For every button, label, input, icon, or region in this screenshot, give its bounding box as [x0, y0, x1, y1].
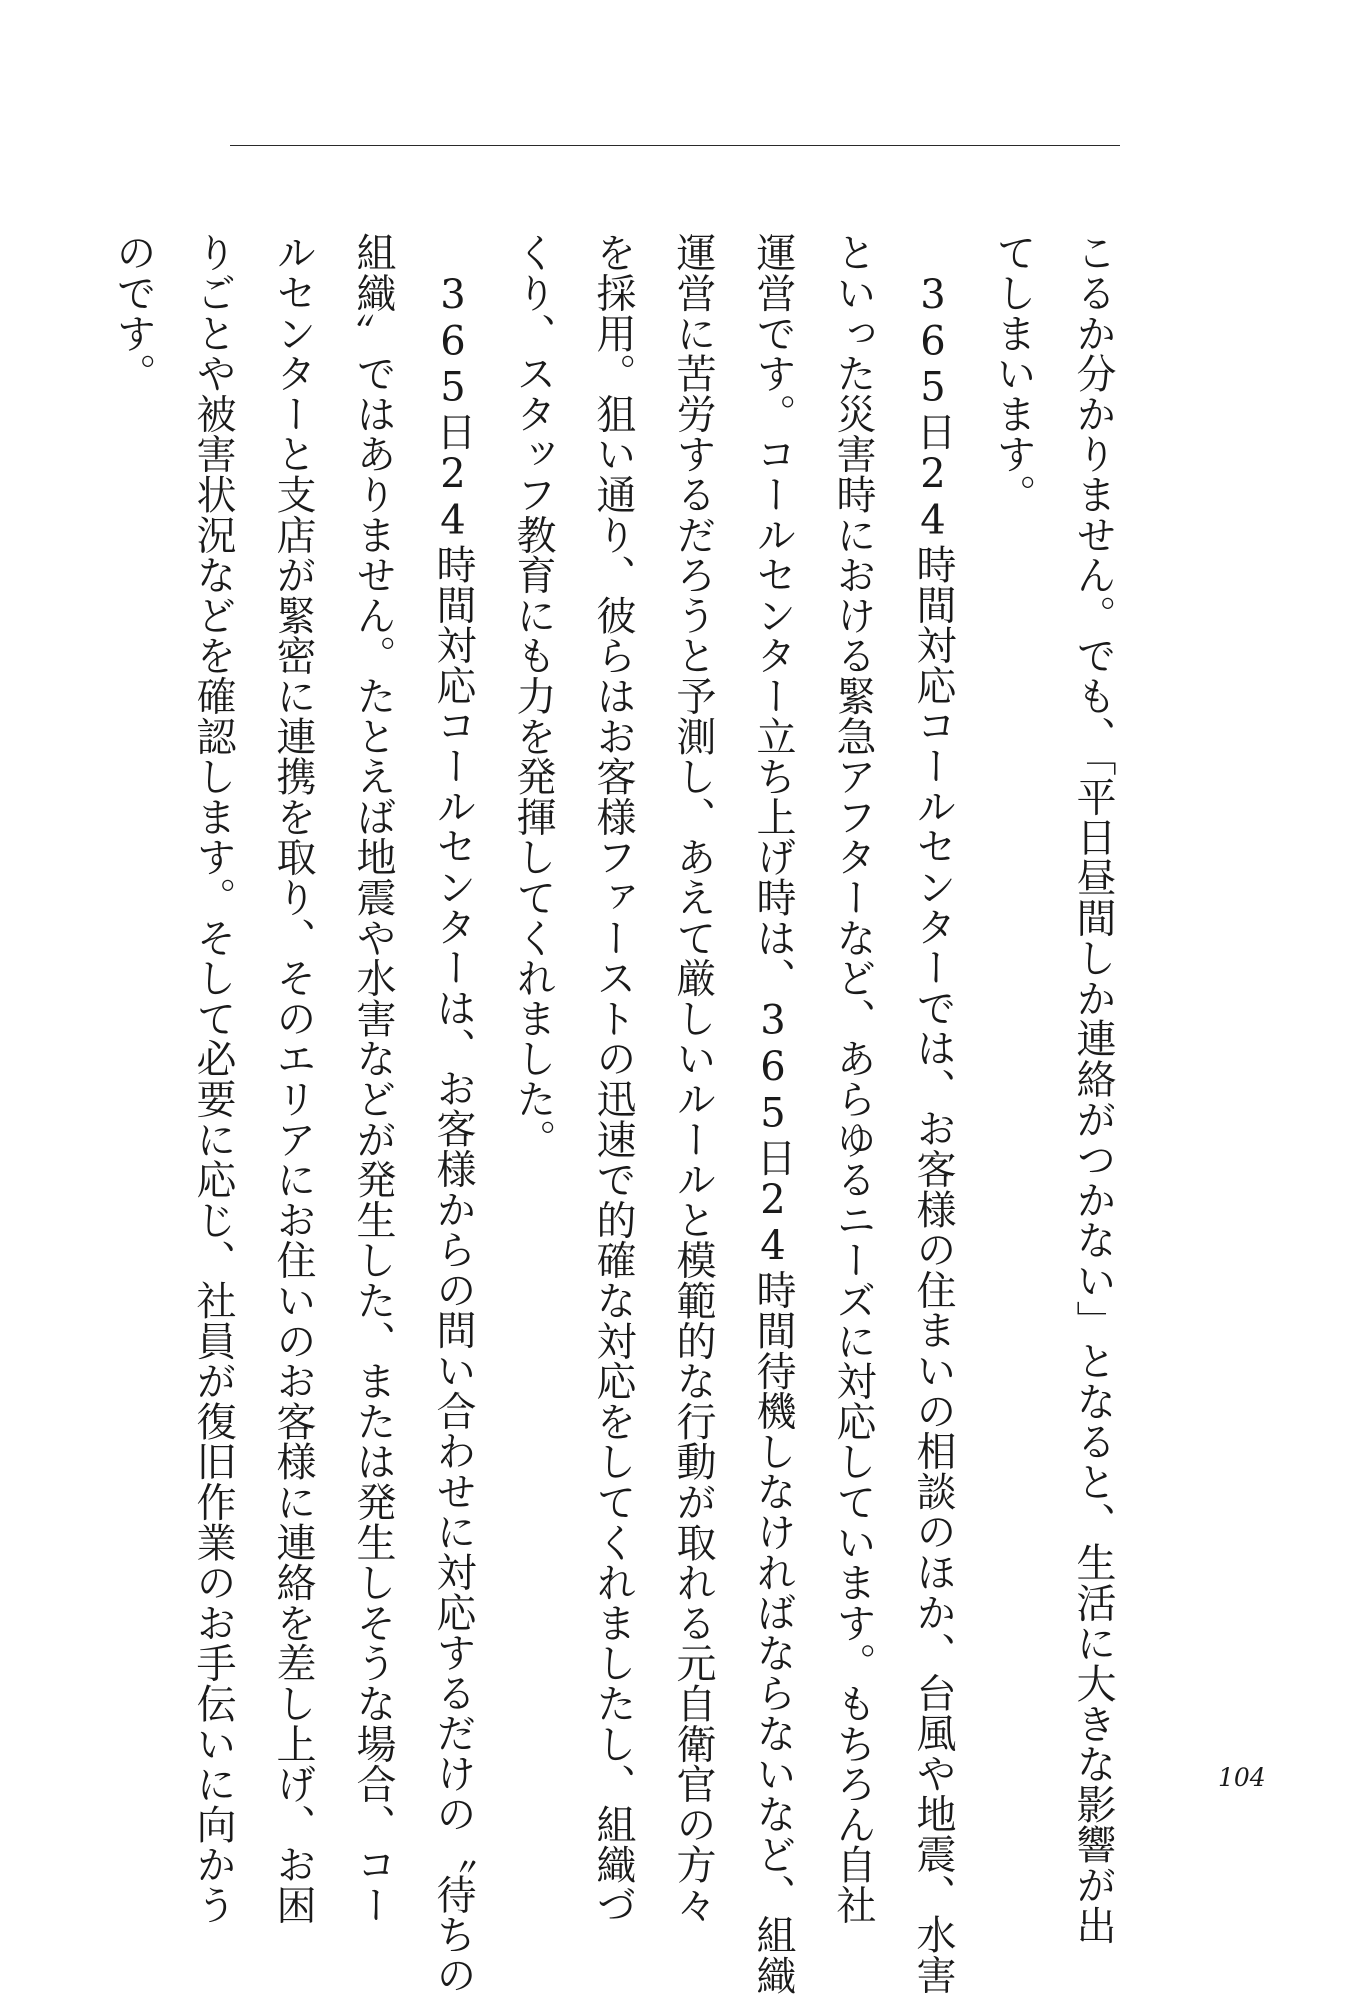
text-column: 365日24時間対応コールセンターは、お客様からの問い合わせに対応するだけの〝待ちの — [430, 272, 476, 1995]
top-divider — [230, 145, 1120, 146]
page-number: 104 — [1218, 1763, 1266, 1792]
text-column: 運営に苦労するだろうと予測し、あえて厳しいルールと模範的な行動が取れる元自衛官の方々 — [670, 232, 716, 1925]
text-column: 365日24時間対応コールセンターでは、お客様の住まいの相談のほか、台風や地震、水害 — [910, 272, 956, 1995]
text-column: 運営です。コールセンター立ち上げ時は、365日24時間待機しなければならないなど、組織 — [750, 232, 796, 1995]
text-column: といった災害時における緊急アフターなど、あらゆるニーズに対応しています。もちろん自社 — [830, 232, 876, 1925]
text-column: りごとや被害状況などを確認します。そして必要に応じ、社員が復旧作業のお手伝いに向かう — [190, 232, 236, 1925]
text-column: のです。 — [110, 232, 156, 394]
text-column: くり、スタッフ教育にも力を発揮してくれました。 — [510, 232, 556, 1159]
body-text — [93, 232, 1133, 1995]
text-column: ルセンターと支店が緊密に連携を取り、そのエリアにお住いのお客様に連絡を差し上げ、お困 — [270, 232, 316, 1925]
text-column: を採用。狙い通り、彼らはお客様ファーストの迅速で的確な対応をしてくれましたし、組織づ — [590, 232, 636, 1925]
text-column: こるか分かりません。でも、「平日昼間しか連絡がつかない」となると、生活に大きな影響が出 — [1070, 232, 1116, 1945]
text-column: てしまいます。 — [990, 232, 1036, 515]
text-column: 組織〟ではありません。たとえば地震や水害などが発生した、または発生しそうな場合、コー — [350, 232, 396, 1925]
